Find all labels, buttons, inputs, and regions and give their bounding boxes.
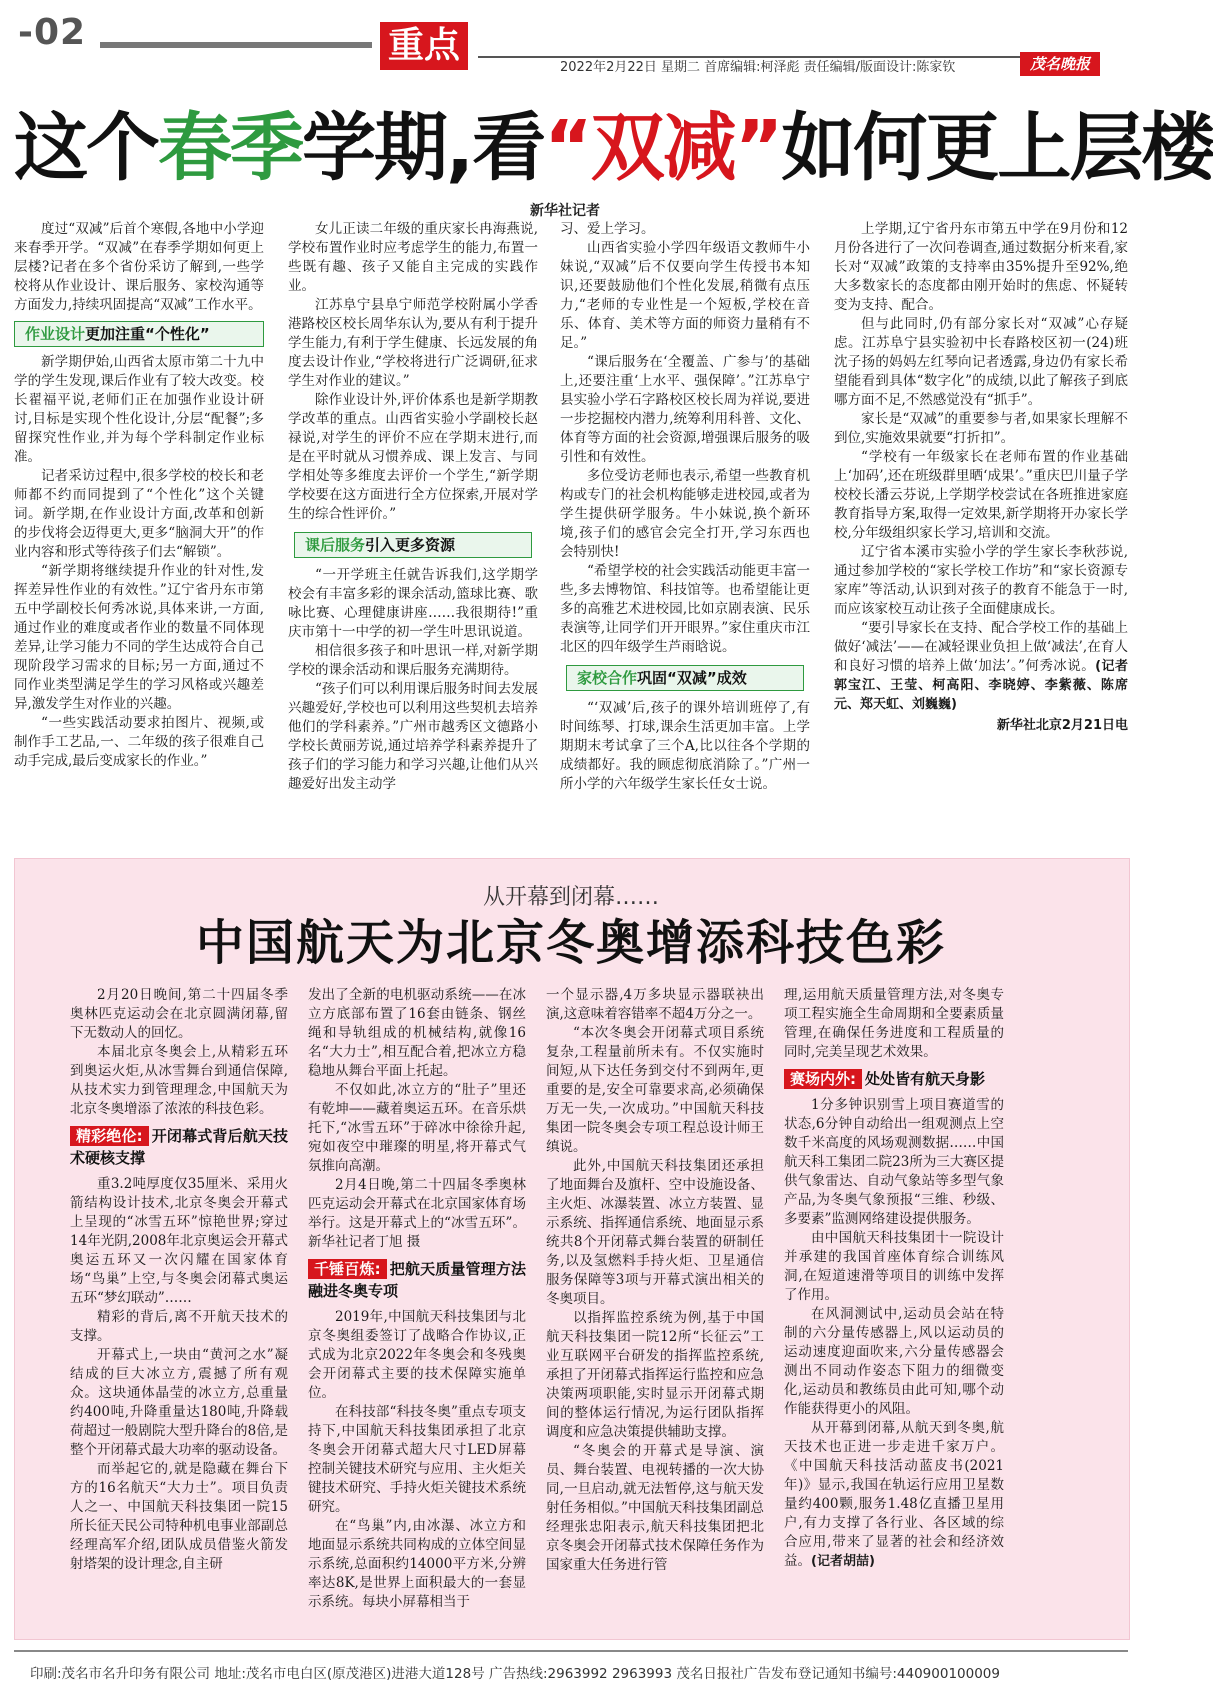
paragraph: 在风洞测试中,运动员会站在特制的六分量传感器上,风以运动员的运动速度迎面吹来,六分量传感器会测出不同动作姿态下阻力的细微变化,运动员和教练员由此可知,哪个动作能获得更小的风阻。 — [784, 1306, 1004, 1417]
paragraph: 辽宁省本溪市实验小学的学生家长李秋莎说,通过参加学校的“家长学校工作坊”和“家长资源专家库”等活动,认识到对孩子的教育不能急于一时,而应该家校互动让孩子全面健康成长。 — [834, 544, 1128, 617]
paragraph: 由中国航天科技集团十一院设计并承建的我国首座体育综合训练风洞,在短道速滑等项目的训练中发挥了作用。 — [784, 1230, 1004, 1303]
paragraph: 一个显示器,4万多块显示器联袂出演,这意味着容错率不超4万分之一。 — [546, 987, 764, 1022]
article1-column-4 — [834, 220, 1128, 832]
subheading — [70, 1125, 288, 1169]
paragraph: “一些实践活动要求拍图片、视频,或制作手工艺品,一、二年级的孩子很难自己动手完成,最后变成家长的作业。” — [14, 715, 264, 769]
headline-part-red: “双减” — [544, 105, 782, 191]
article1-headline — [14, 104, 1213, 192]
subheading-keyword: 家校合作 — [577, 669, 638, 687]
paragraph: 家长是“双减”的重要参与者,如果家长理解不到位,实施效果就要“打折扣”。 — [834, 411, 1128, 446]
subheading-text: 开闭幕式背后航天技术硬核支撑 — [70, 1127, 288, 1167]
footer-rule — [14, 1650, 1128, 1652]
reporter-signature: (记者胡喆) — [811, 1554, 875, 1569]
headline-part: 如何更上层楼 — [781, 105, 1213, 191]
page-number: -02 — [18, 12, 87, 53]
paragraph: 除作业设计外,评价体系也是新学期教学改革的重点。山西省实验小学副校长赵禄说,对学生的评价不应在学期末进行,而是在平时就从习惯养成、课上发言、与同学相处等多维度去评价一个学生,“新学期学校要在这方面进行全方位探索,开展对学生的综合性评价。” — [288, 392, 538, 522]
article1-column-3 — [560, 220, 810, 832]
paragraph: 不仅如此,冰立方的“肚子”里还有乾坤——藏着奥运五环。在音乐烘托下,“冰雪五环”于碎冰中徐徐升起,宛如夜空中璀璨的明星,将开幕式气氛推向高潮。 — [308, 1082, 526, 1174]
paragraph: 发出了全新的电机驱动系统——在冰立方底部布置了16套由链条、钢丝绳和导轨组成的机械结构,就像16名“大力士”,相互配合着,把冰立方稳稳地从舞台平面上托起。 — [308, 987, 526, 1079]
article2-column-2 — [308, 986, 526, 1626]
headline-part: 这个 — [14, 105, 158, 191]
subheading-tag: 精彩绝伦: — [70, 1126, 149, 1146]
article2-kicker: 从开幕到闭幕…… — [482, 885, 659, 910]
paragraph: 女儿正读二年级的重庆家长冉海燕说,学校布置作业时应考虑学生的能力,布置一些既有趣、孩子又能自主完成的实践作业。 — [288, 221, 538, 294]
subheading-text: 把航天质量管理方法融进冬奥专项 — [308, 1260, 526, 1300]
paragraph: 本届北京冬奥会上,从精彩五环到奥运火炬,从冰雪舞台到通信保障,从技术实力到管理理念,中国航天为北京冬奥增添了浓浓的科技色彩。 — [70, 1044, 288, 1117]
subheading — [308, 1258, 526, 1302]
paragraph: 习、爱上学习。 — [560, 221, 655, 237]
paragraph: 相信很多孩子和叶思讯一样,对新学期学校的课余活动和课后服务充满期待。 — [288, 643, 538, 678]
subheading-tag: 千锤百炼: — [308, 1259, 387, 1279]
paragraph: 记者采访过程中,很多学校的校长和老师都不约而同提到了“个性化”这个关键词。新学期,在作业设计方面,改革和创新的步伐将会迈得更大,更多“脑洞大开”的作业内容和形式等待孩子们去“解锁”。 — [14, 468, 264, 560]
paragraph: “冬奥会的开幕式是导演、演员、舞台装置、电视转播的一次大协同,一旦启动,就无法暂停,这与航天发射任务相似。”中国航天科技集团副总经理张忠阳表示,航天科技集团把北京冬奥会开闭幕式技术保障任务作为国家重大任务进行管 — [546, 1443, 764, 1573]
newspaper-logo: 茂名晚报 — [1020, 52, 1100, 76]
dateline: 新华社北京2月21日电 — [996, 718, 1128, 733]
subheading-text: 更加注重“个性化” — [85, 325, 210, 343]
header-rule-left — [100, 42, 372, 48]
article2-column-3 — [546, 986, 764, 1626]
paragraph: 山西省实验小学四年级语文教师牛小妹说,“双减”后不仅要向学生传授书本知识,还要鼓励他们个性化发展,稍微有点压力,“老师的专业性是一个短板,学校在音乐、体育、美术等方面的师资力量稍有不足。” — [560, 240, 810, 351]
paragraph: 但与此同时,仍有部分家长对“双减”心存疑虑。江苏阜宁县实验初中长春路校区初一(24)班沈子扬的妈妈左红琴向记者透露,身边仍有家长希望能看到具体“数字化”的成绩,以此了解孩子到底哪方面不足,不然感觉没有“抓手”。 — [834, 316, 1128, 408]
paragraph: “本次冬奥会开闭幕式项目系统复杂,工程量前所未有。不仅实施时间短,从下达任务到交付不到两年,更重要的是,安全可靠要求高,必须确保万无一失,一次成功。”中国航天科技集团一院冬奥会专项工程总设计师王缜说。 — [546, 1025, 764, 1155]
paragraph: “希望学校的社会实践活动能更丰富一些,多去博物馆、科技馆等。也希望能让更多的高雅艺术进校园,比如京剧表演、民乐表演等,让同学们开开眼界。”家住重庆市江北区的四年级学生芦雨晗说。 — [560, 563, 810, 655]
headline-part-green: 春季 — [158, 105, 302, 191]
subheading-tag: 赛场内外: — [784, 1069, 862, 1089]
article2-headline: 中国航天为北京冬奥增添科技色彩 — [195, 915, 946, 971]
paragraph-text: “要引导家长在支持、配合学校工作的基础上做好‘减法’——在减轻课业负担上做‘减法’,在育人和良好习惯的培养上做‘加法’。”何秀冰说。 — [834, 620, 1128, 674]
print-footer: 印刷:茂名市名升印务有限公司 地址:茂名市电白区(原茂港区)进港大道128号 广告热线:2963992 2963993 茂名日报社广告发布登记通知书编号:440900100009 — [30, 1666, 1000, 1682]
paragraph: 开幕式上,一块由“黄河之水”凝结成的巨大冰立方,震撼了所有观众。这块通体晶莹的冰立方,总重量约400吨,升降重量达180吨,升降载荷超过一般剧院大型升降台的8倍,是整个开闭幕式最大功率的驱动设备。 — [70, 1347, 288, 1458]
paragraph: 以指挥监控系统为例,基于中国航天科技集团一院12所“长征云”工业互联网平台研发的指挥监控系统,承担了开闭幕式指挥运行监控和应急决策两项职能,实时显示开闭幕式期间的整体运行情况,为运行团队指挥调度和应急决策提供辅助支撑。 — [546, 1310, 764, 1440]
subheading-keyword: 作业设计 — [25, 325, 86, 343]
paragraph — [784, 1419, 1004, 1571]
paragraph: 2月20日晚间,第二十四届冬季奥林匹克运动会在北京圆满闭幕,留下无数动人的回忆。 — [70, 987, 288, 1041]
paragraph — [834, 619, 1128, 714]
paragraph: 度过“双减”后首个寒假,各地中小学迎来春季开学。“双减”在春季学期如何更上层楼?记者在多个省份采访了解到,一些学校将从作业设计、课后服务、家校沟通等方面发力,持续巩固提高“双减”工作水平。 — [14, 221, 264, 313]
paragraph: 2019年,中国航天科技集团与北京冬奥组委签订了战略合作协议,正式成为北京2022年冬奥会和冬残奥会开闭幕式主要的技术保障实施单位。 — [308, 1309, 526, 1401]
paragraph: 2月4日晚,第二十四届冬季奥林匹克运动会开幕式在北京国家体育场举行。这是开幕式上的“冰雪五环”。新华社记者丁旭 摄 — [308, 1177, 526, 1250]
paragraph: “新学期将继续提升作业的针对性,发挥差异性作业的有效性。”辽宁省丹东市第五中学副校长何秀冰说,具体来讲,一方面,通过作业的难度或者作业的数量不同体现差异,让学习能力不同的学生达成符合自己现阶段学习需求的目标;另一方面,通过不同作业类型满足学生的学习风格或兴趣差异,激发学生对作业的兴趣。 — [14, 563, 264, 712]
paragraph: “孩子们可以利用课后服务时间去发展兴趣爱好,学校也可以利用这些契机去培养他们的学科素养。”广州市越秀区文德路小学校长黄丽芳说,通过培养学科素养提升了孩子们的学习能力和学习兴趣,让他们从兴趣爱好出发主动学 — [288, 681, 538, 792]
paragraph: 精彩的背后,离不开航天技术的支撑。 — [70, 1309, 288, 1344]
subheading — [14, 321, 264, 347]
headline-part: 学期,看 — [302, 105, 545, 191]
subheading — [294, 532, 532, 558]
paragraph: 在科技部“科技冬奥”重点专项支持下,中国航天科技集团承担了北京冬奥会开闭幕式超大尺寸LED屏幕控制关键技术研究与应用、主火炬关键技术研究、手持火炬关键技术系统研究。 — [308, 1404, 526, 1515]
paragraph: “学校有一年级家长在老师布置的作业基础上‘加码’,还在班级群里晒‘成果’。”重庆巴川量子学校校长潘云芬说,上学期学校尝试在各班推进家庭教育指导方案,取得一定效果,新学期将开办家长学校,分年级组织家长学习,培训和交流。 — [834, 449, 1128, 541]
article1-column-1 — [14, 220, 264, 832]
paragraph: “课后服务在‘全覆盖、广参与’的基础上,还要注重‘上水平、强保障’。”江苏阜宁县实验小学石字路校区校长周为祥说,要进一步挖掘校内潜力,统筹利用科普、文化、体育等方面的社会资源,增强课后服务的吸引性和有效性。 — [560, 354, 810, 465]
paragraph: 此外,中国航天科技集团还承担了地面舞台及旗杆、空中设施设备、主火炬、冰瀑装置、冰立方装置、显示系统、指挥通信系统、地面显示系统共8个开闭幕式舞台装置的研制任务,以及氢燃料手持火炬、卫星通信服务保障等3项与开幕式演出相关的冬奥项目。 — [546, 1158, 764, 1307]
subheading — [784, 1068, 1004, 1090]
paragraph: 在“鸟巢”内,由冰瀑、冰立方和地面显示系统共同构成的立体空间显示系统,总面积约14000平方米,分辨率达8K,是世界上面积最大的一套显示系统。每块小屏幕相当于 — [308, 1518, 526, 1610]
article1-column-2 — [288, 220, 538, 832]
subheading-text: 引入更多资源 — [365, 536, 456, 554]
paragraph: “一开学班主任就告诉我们,这学期学校会有丰富多彩的课余活动,篮球比赛、歌咏比赛、心理健康讲座……我很期待!”重庆市第十一中学的初一学生叶思讯说道。 — [288, 567, 538, 640]
subheading-keyword: 课后服务 — [305, 536, 366, 554]
paragraph: 1分多钟识别雪上项目赛道雪的状态,6分钟自动给出一组观测点上空数千米高度的风场观测数据……中国航天科工集团二院23所为三大赛区提供气象雷达、自动气象站等多型气象产品,为冬奥气象预报“三维、秒级、多要素”监测网络建设提供服务。 — [784, 1097, 1004, 1227]
article2-column-1 — [70, 986, 288, 1626]
paragraph: 新学期伊始,山西省太原市第二十九中学的学生发现,课后作业有了较大改变。校长翟福平说,老师们正在加强作业设计研讨,目标是实现个性化设计,分层“配餐”;多留探究性作业,并为每个学科制定作业标准。 — [14, 354, 264, 465]
paragraph: 上学期,辽宁省丹东市第五中学在9月份和12月份各进行了一次问卷调查,通过数据分析来看,家长对“双减”政策的支持率由35%提升至92%,绝大多数家长的态度都由刚开始时的焦虑、怀疑转变为支持、配合。 — [834, 221, 1128, 313]
paragraph: 多位受访老师也表示,希望一些教育机构或专门的社会机构能够走进校园,或者为学生提供研学服务。牛小妹说,换个新环境,孩子们的感官会完全打开,学习东西也会特别快! — [560, 468, 810, 560]
paragraph-text: 从开幕到闭幕,从航天到冬奥,航天技术也正进一步走进千家万户。《中国航天科技活动蓝皮书(2021年)》显示,我国在轨运行应用卫星数量约400颗,服务1.48亿直播卫星用户,有力支撑了各行业、各区域的综合应用,带来了显著的社会和经济效益。 — [784, 1420, 1004, 1569]
page-header — [0, 0, 1142, 75]
paragraph: 而举起它的,就是隐藏在舞台下方的16名航天“大力士”。项目负责人之一、中国航天科技集团一院15所长征天民公司特种机电事业部副总经理高军介绍,团队成员借鉴火箭发射塔架的设计理念,自主研 — [70, 1461, 288, 1572]
article1-byline: 新华社记者 — [530, 203, 600, 219]
section-label: 重点 — [380, 22, 468, 70]
subheading-text: 处处皆有航天身影 — [865, 1070, 986, 1088]
reporter-signature: (记者郭宝江、王莹、柯高阳、李晓婷、李紫薇、陈席元、郑天虹、刘巍巍) — [834, 659, 1128, 712]
paragraph: 江苏阜宁县阜宁师范学校附属小学香港路校区校长周华东认为,要从有利于提升学生能力,有利于学生健康、长远发展的角度去设计作业,“学校将进行广泛调研,征求学生对作业的建议。” — [288, 297, 538, 389]
article2-column-4 — [784, 986, 1004, 1626]
paragraph: “‘双减’后,孩子的课外培训班停了,有时间练琴、打球,课余生活更加丰富。上学期期末考试拿了三个A,比以往各个学期的成绩都好。我的顾虑彻底消除了。”广州一所小学的六年级学生家长任女士说。 — [560, 700, 810, 792]
subheading — [566, 665, 804, 691]
issue-info: 2022年2月22日 星期二 首席编辑:柯泽彪 责任编辑/版面设计:陈家钦 — [560, 60, 956, 75]
subheading-text: 巩固“双减”成效 — [637, 669, 747, 687]
paragraph: 理,运用航天质量管理方法,对冬奥专项工程实施全生命周期和全要素质量管理,在确保任务进度和工程质量的同时,完美呈现艺术效果。 — [784, 987, 1004, 1060]
paragraph: 重3.2吨厚度仅35厘米、采用火箭结构设计技术,北京冬奥会开幕式上呈现的“冰雪五环”惊艳世界;穿过14年光阴,2008年北京奥运会开幕式奥运五环又一次闪耀在国家体育场“鸟巢”上空,与冬奥会闭幕式奥运五环“梦幻联动”…… — [70, 1176, 288, 1306]
